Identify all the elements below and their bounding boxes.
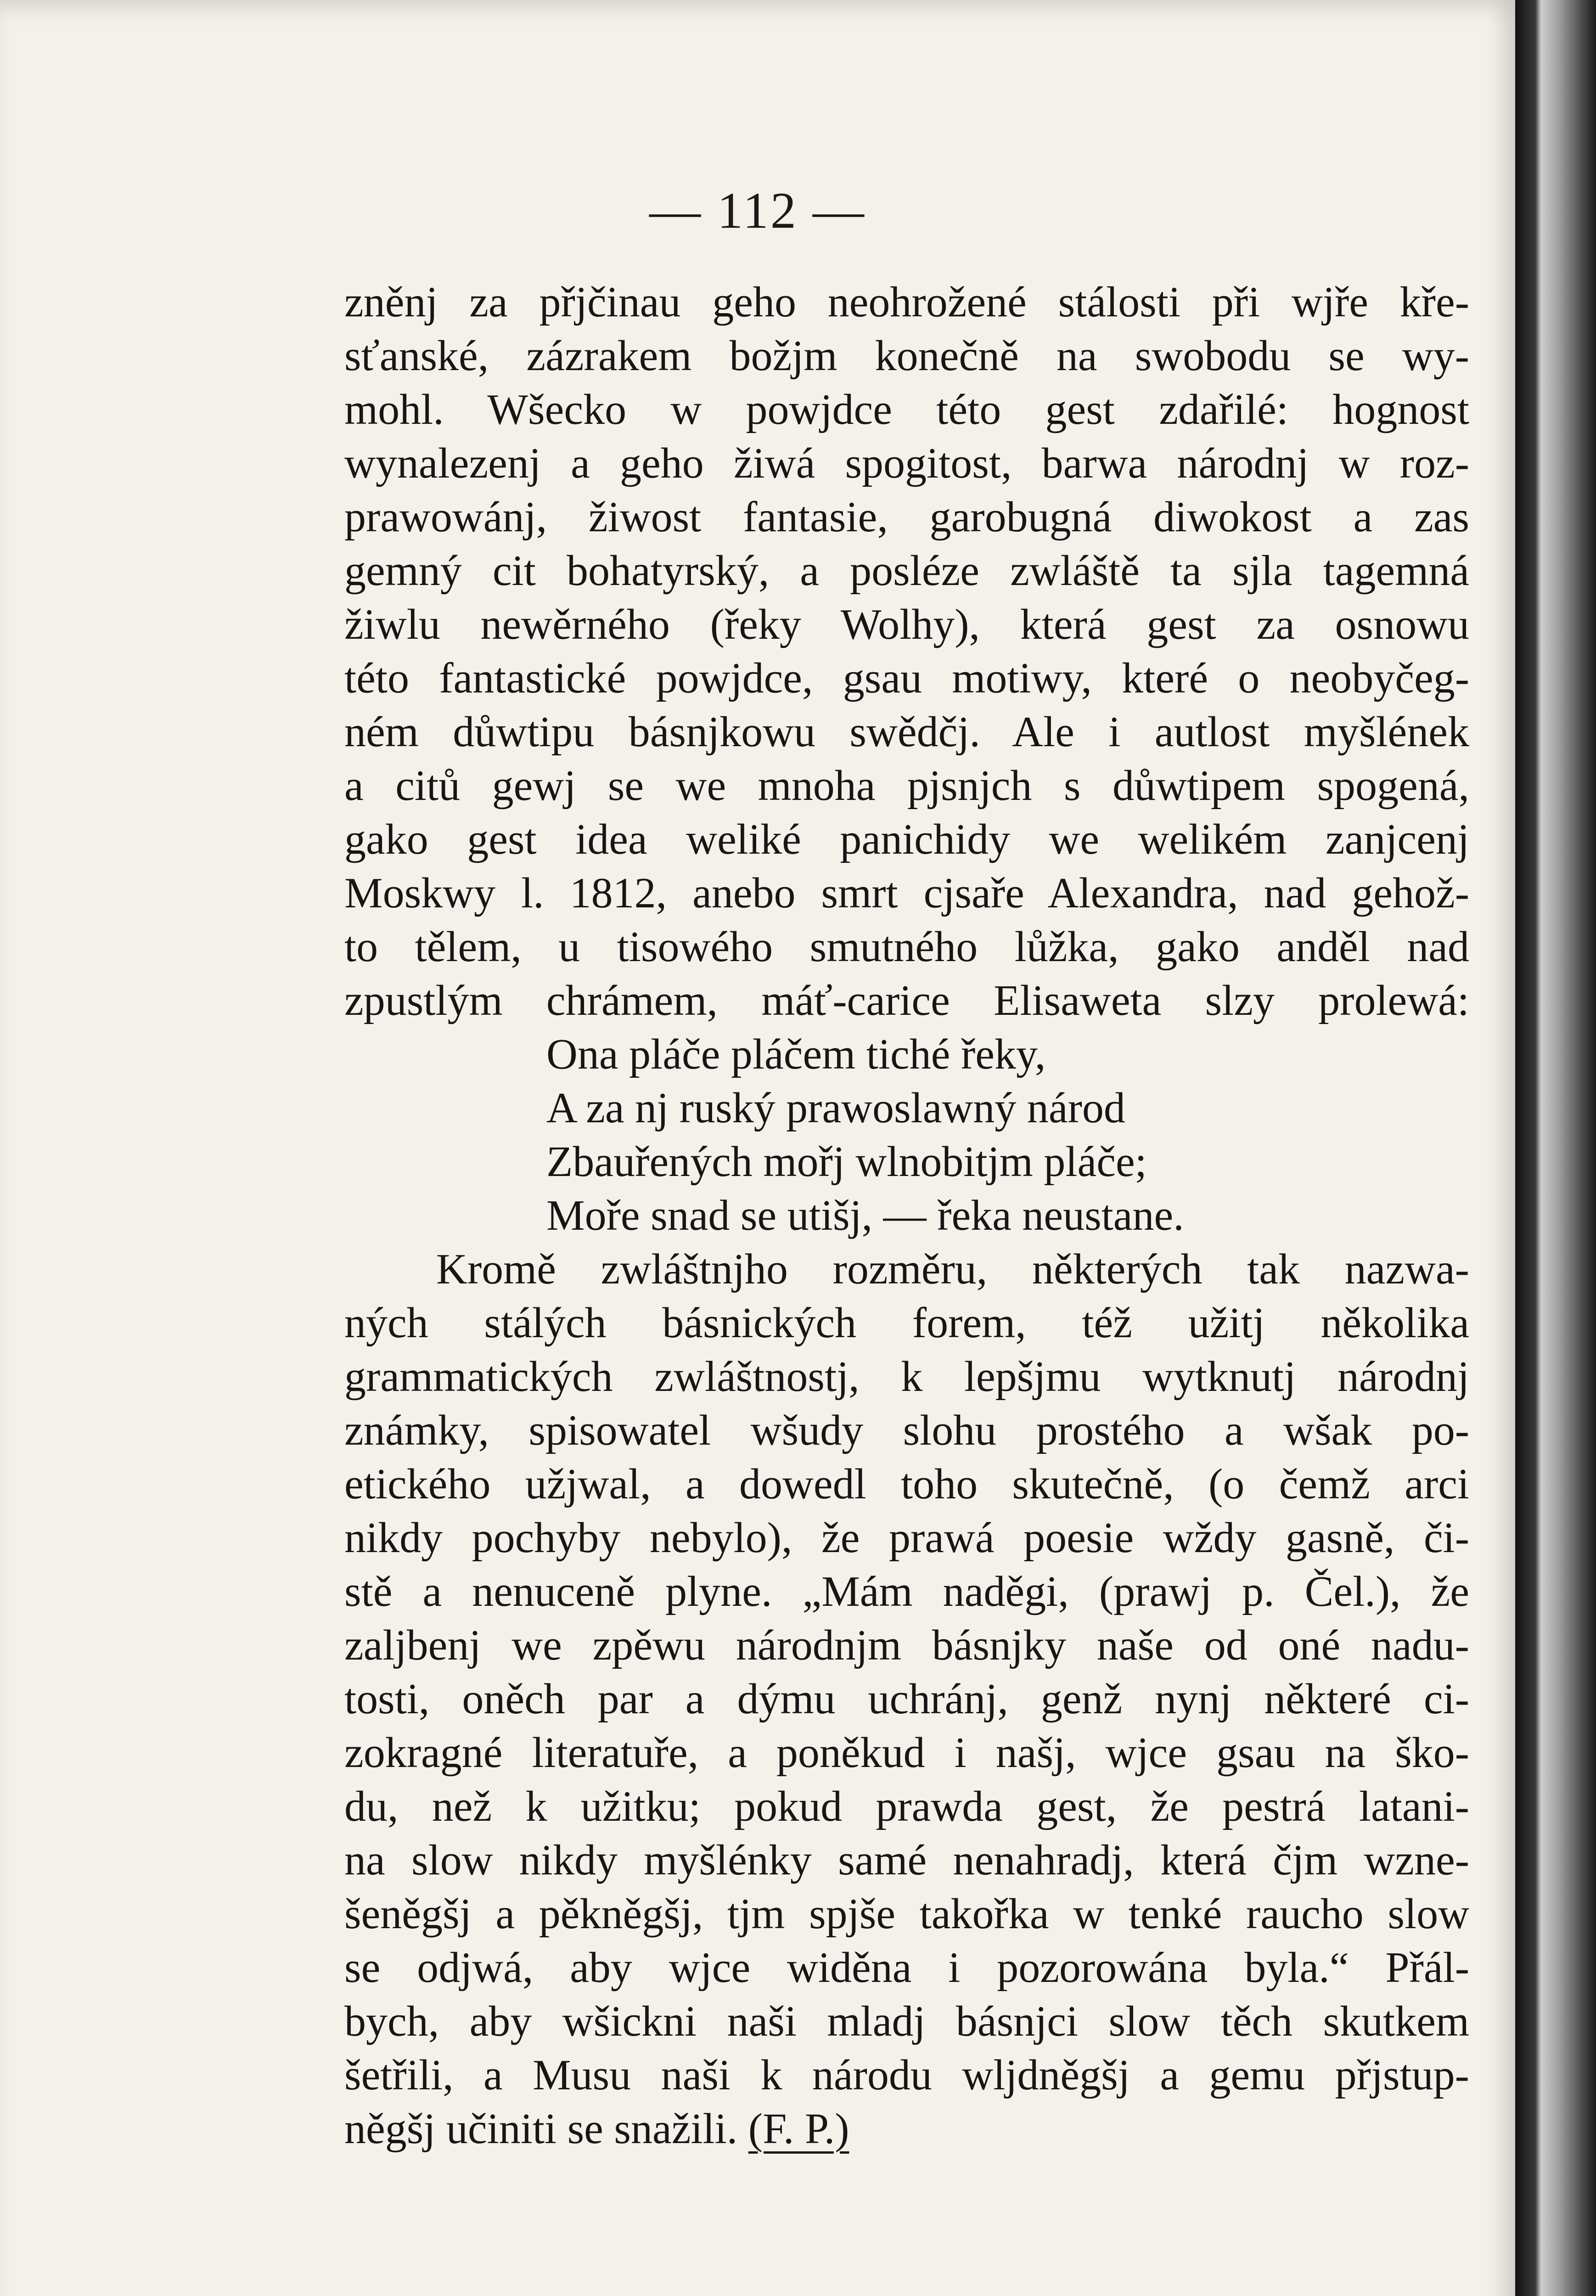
text-line: Moskwy l. 1812, anebo smrt cjsaře Alexandra, nad gehož- (344, 869, 1469, 917)
book-page-edge (1515, 0, 1596, 2296)
text-line: na slow nikdy myšlénky samé nenahradj, která čjm wzne- (344, 1836, 1469, 1884)
text-line: ných stálých básnických forem, též užitj několika (344, 1299, 1469, 1347)
text-line: zokragné literatuře, a poněkud i našj, wjce gsau na ško- (344, 1729, 1469, 1777)
text-line: grammatických zwláštnostj, k lepšjmu wytknutj národnj (344, 1353, 1469, 1401)
text-line: prawowánj, žiwost fantasie, garobugná diwokost a zas (344, 493, 1469, 541)
text-line: nikdy pochyby nebylo), že prawá poesie wždy gasně, či- (344, 1514, 1469, 1562)
text-line: zněnj za přjčinau geho neohrožené stálosti při wjře kře- (344, 278, 1469, 326)
text-line: to tělem, u tisowého smutného lůžka, gako anděl nad (344, 923, 1469, 971)
verse-line: Ona pláče pláčem tiché řeky, (546, 1030, 1046, 1078)
text-line: etického užjwal, a dowedl toho skutečně, (o čemž arci (344, 1460, 1469, 1508)
text-line: šetřili, a Musu naši k národu wljdněgšj a gemu přjstup- (344, 2051, 1469, 2099)
body-text (344, 276, 1469, 2156)
text-line: této fantastické powjdce, gsau motiwy, které o neobyčeg- (344, 654, 1469, 702)
text-line: wynalezenj a geho žiwá spogitost, barwa národnj w roz- (344, 439, 1469, 487)
text-line: tosti, oněch par a dýmu uchránj, genž nynj některé ci- (344, 1675, 1469, 1723)
signature: (F. P.) (748, 2105, 849, 2153)
text-line: du, než k užitku; pokud prawda gest, že pestrá latani- (344, 1783, 1469, 1830)
verse-line: Zbauřených mořj wlnobitjm pláče; (546, 1138, 1147, 1186)
page-number: — 112 — (649, 182, 866, 239)
verse-line: A za nj ruský prawoslawný národ (546, 1084, 1125, 1132)
text-line: šeněgšj a pěkněgšj, tjm spjše takořka w tenké raucho slow (344, 1890, 1469, 1938)
text-line: Kromě zwláštnjho rozměru, některých tak nazwa- (436, 1245, 1469, 1293)
text-line: stě a nenuceně plyne. „Mám naděgi, (prawj p. Čel.), že (344, 1568, 1469, 1615)
text-line: mohl. Wšecko w powjdce této gest zdařilé: hognost (344, 386, 1469, 433)
closing-line (344, 2102, 1469, 2156)
text-line: a citů gewj se we mnoha pjsnjch s důwtipem spogená, (344, 762, 1469, 810)
closing-text: něgšj učiniti se snažili. (344, 2105, 738, 2153)
text-line: sťanské, zázrakem božjm konečně na swobodu se wy- (344, 332, 1469, 380)
text-line: zpustlým chrámem, máť-carice Elisaweta slzy prolewá: (344, 977, 1469, 1024)
text-line: známky, spisowatel wšudy slohu prostého a wšak po- (344, 1407, 1469, 1454)
verse-line: Moře snad se utišj, — řeka neustane. (546, 1192, 1184, 1239)
text-line: zaljbenj we zpěwu národnjm básnjky naše od oné nadu- (344, 1621, 1469, 1669)
text-line: gako gest idea weliké panichidy we welikém zanjcenj (344, 816, 1469, 863)
text-line: žiwlu newěrného (řeky Wolhy), která gest za osnowu (344, 601, 1469, 648)
text-line: se odjwá, aby wjce widěna i pozorowána byla.“ Přál- (344, 1944, 1469, 1992)
text-line: bych, aby wšickni naši mladj básnjci slow těch skutkem (344, 1998, 1469, 2045)
text-line: ném důwtipu básnjkowu swědčj. Ale i autlost myšlének (344, 708, 1469, 756)
text-line: gemný cit bohatyrský, a posléze zwláště ta sjla tagemná (344, 547, 1469, 595)
